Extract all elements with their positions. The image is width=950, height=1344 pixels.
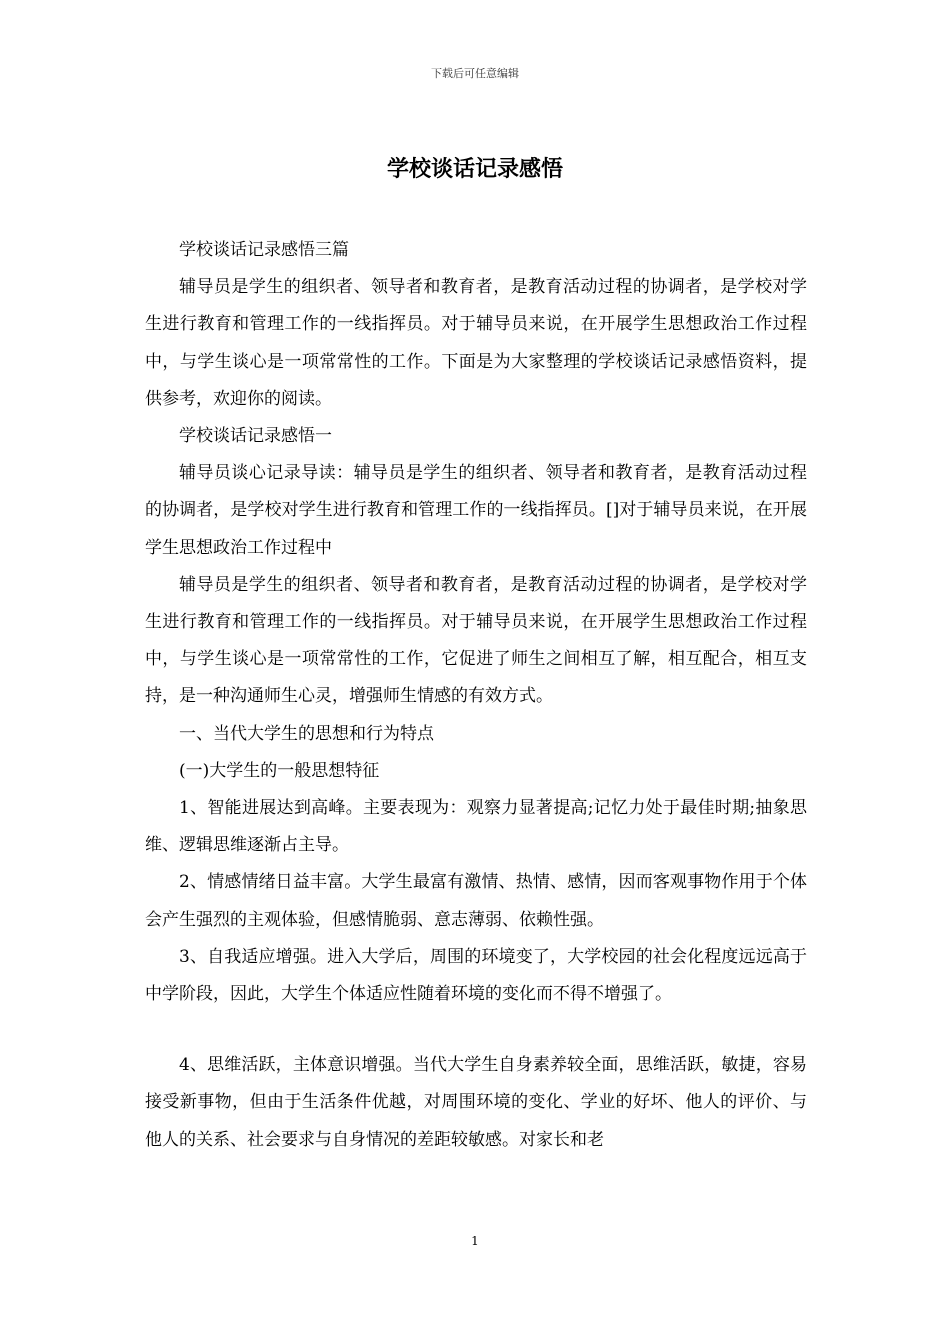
section-heading: 学校谈话记录感悟一 [179,426,332,447]
subsection-heading: (一)大学生的一般思想特征 [179,760,380,781]
page-number: 1 [471,1234,479,1248]
section-heading: 一、当代大学生的思想和行为特点 [179,723,434,744]
list-item: 4、思维活跃，主体意识增强。当代大学生自身素养较全面，思维活跃，敏捷，容易接受新事物，但由于生活条件优越，对周围环境的变化、学业的好坏、他人的评价、与他人的关系、社会要求与自身情况的差距较敏感。对家长和老 [145,1055,807,1150]
document-body [145,232,807,1159]
paragraph: 辅导员是学生的组织者、领导者和教育者，是教育活动过程的协调者，是学校对学生进行教育和管理工作的一线指挥员。对于辅导员来说，在开展学生思想政治工作过程中，与学生谈心是一项常常性的工作。下面是为大家整理的学校谈话记录感悟资料，提供参考，欢迎你的阅读。 [145,277,807,409]
list-item: 3、自我适应增强。进入大学后，周围的环境变了，大学校园的社会化程度远远高于中学阶段，因此，大学生个体适应性随着环境的变化而不得不增强了。 [145,946,807,1005]
paragraph: 辅导员是学生的组织者、领导者和教育者，是教育活动过程的协调者，是学校对学生进行教育和管理工作的一线指挥员。对于辅导员来说，在开展学生思想政治工作过程中，与学生谈心是一项常常性的工作，它促进了师生之间相互了解，相互配合，相互支持，是一种沟通师生心灵，增强师生情感的有效方式。 [145,574,807,707]
paragraph-intro-heading: 学校谈话记录感悟三篇 [179,240,349,260]
list-item: 2、情感情绪日益丰富。大学生最富有激情、热情、感情，因而客观事物作用于个体会产生强烈的主观体验，但感情脆弱、意志薄弱、依赖性强。 [145,872,807,930]
paragraph: 辅导员谈心记录导读：辅导员是学生的组织者、领导者和教育者，是教育活动过程的协调者，是学校对学生进行教育和管理工作的一线指挥员。[]对于辅导员来说，在开展学生思想政治工作过程中 [145,463,807,558]
document-title: 学校谈话记录感悟 [386,156,563,182]
list-item: 1、智能进展达到高峰。主要表现为：观察力显著提高;记忆力处于最佳时期;抽象思维、逻辑思维逐渐占主导。 [145,798,807,856]
header-note: 下载后可任意编辑 [431,67,519,80]
